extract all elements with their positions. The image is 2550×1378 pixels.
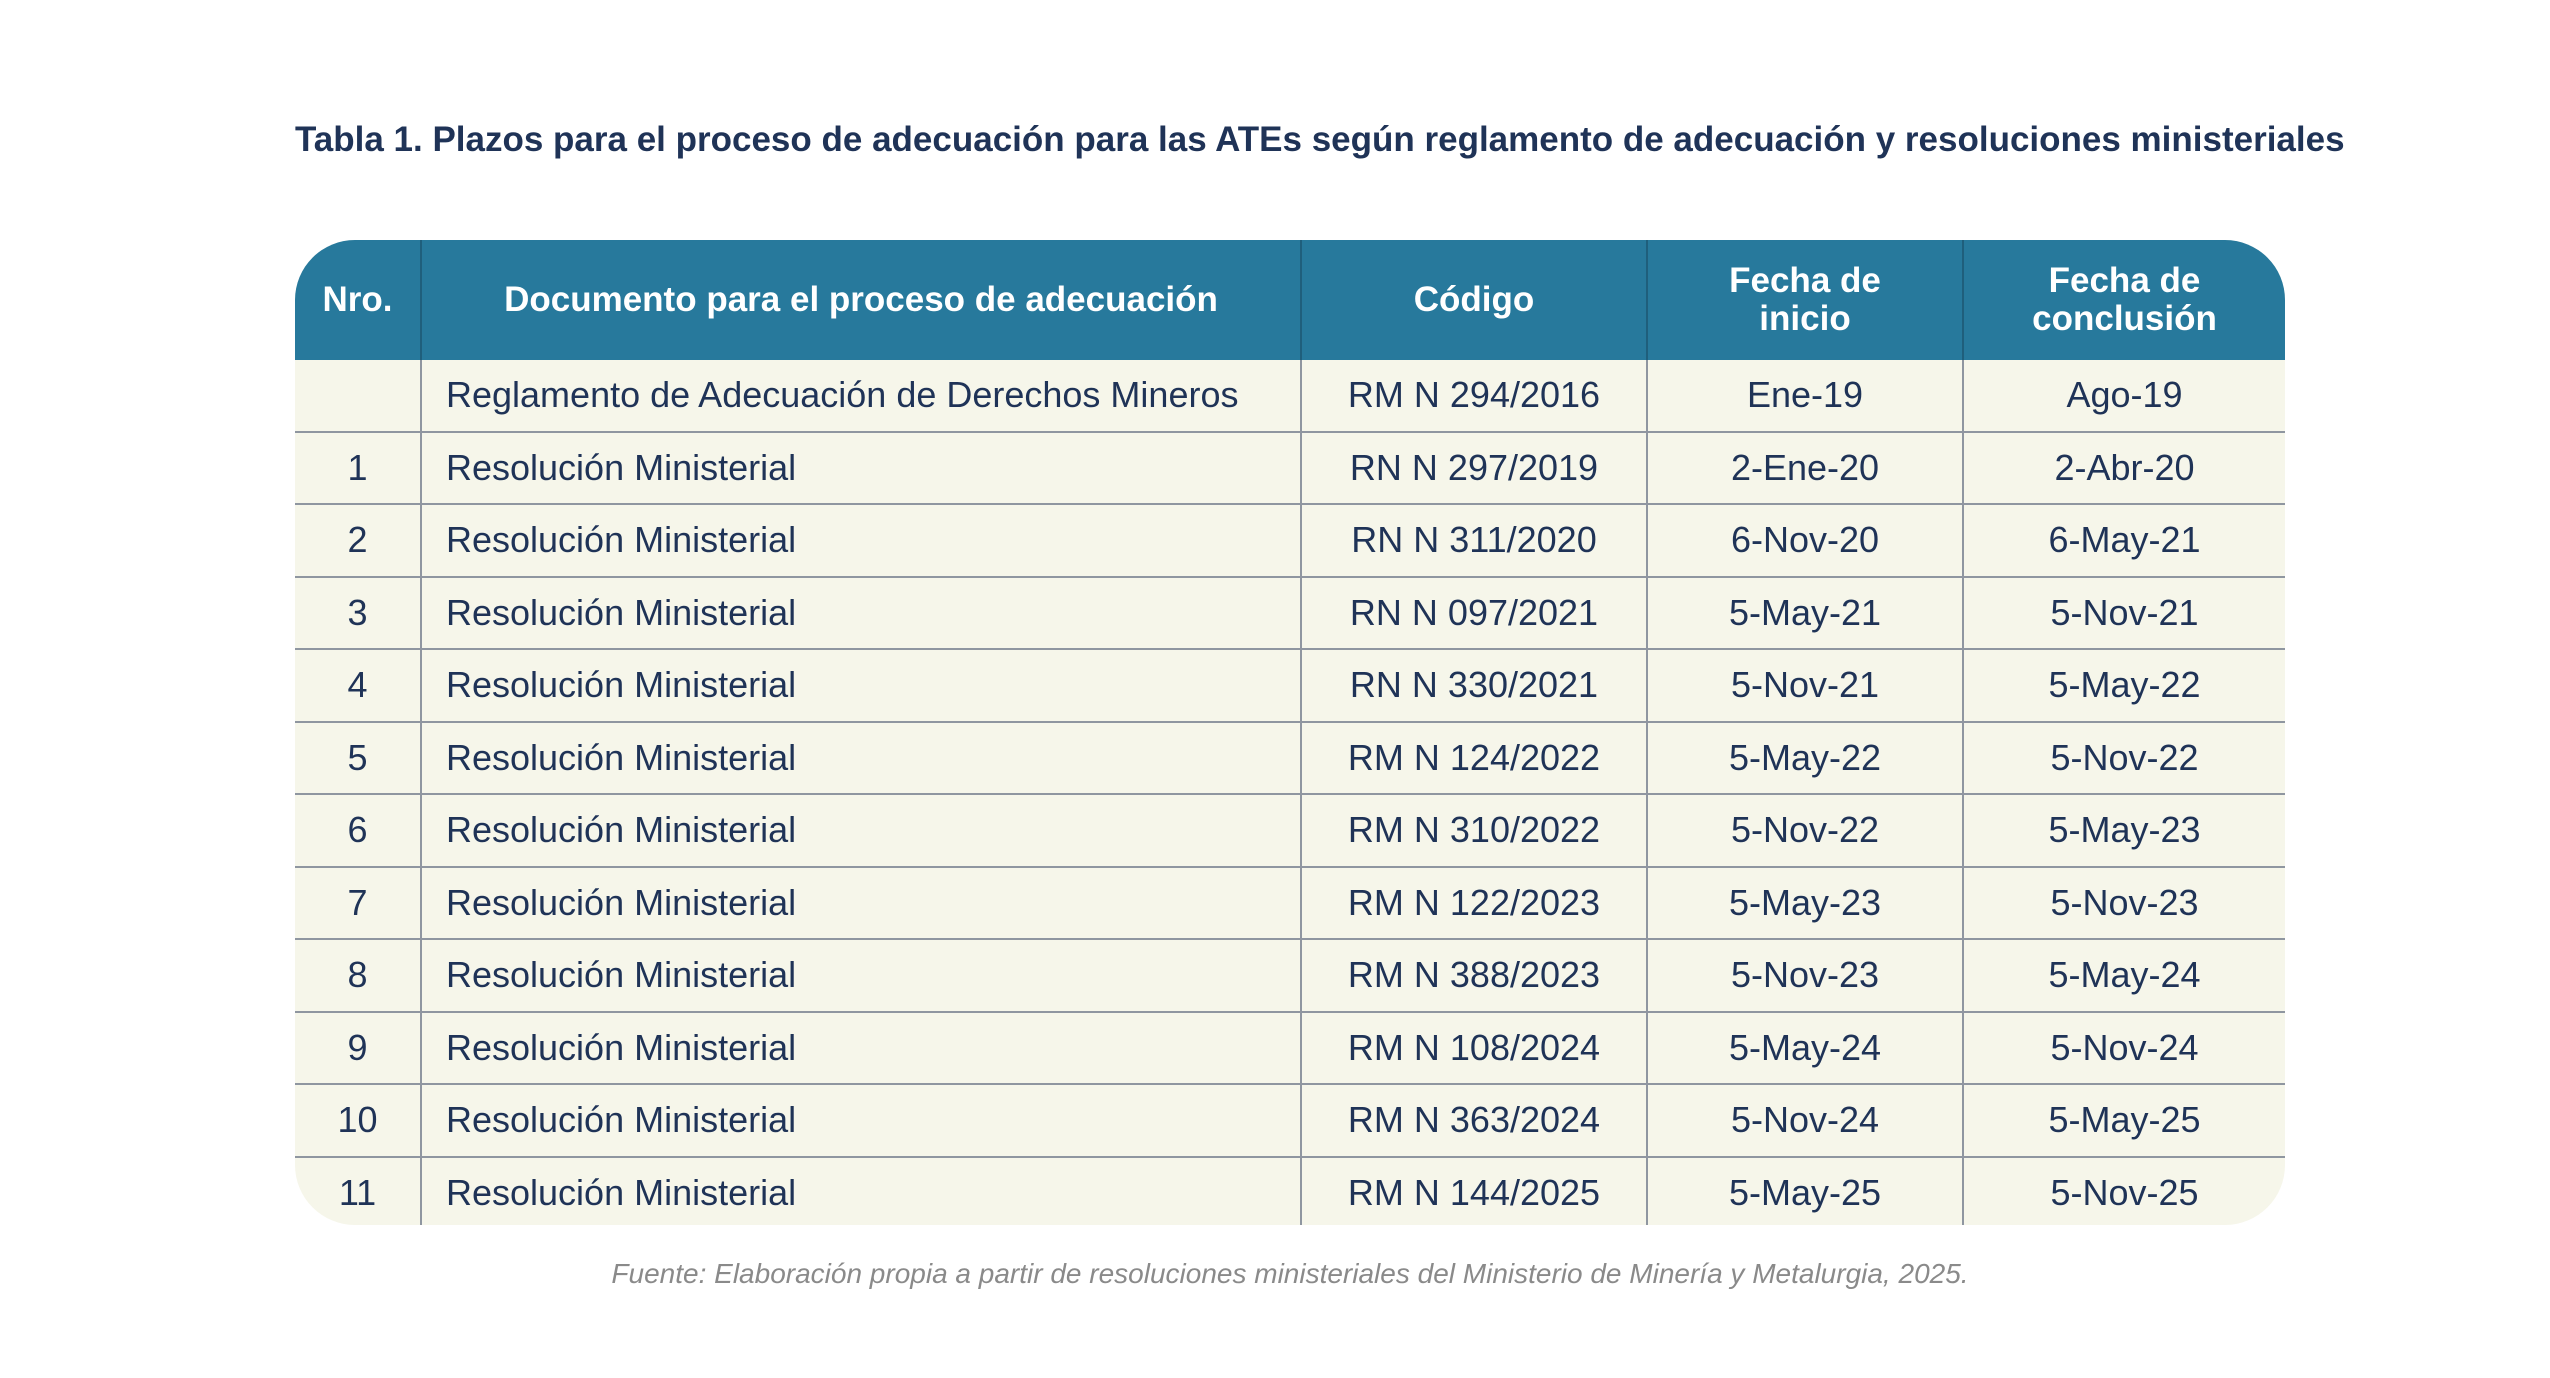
- cell-fecha-inicio: 6-Nov-20: [1647, 504, 1963, 577]
- table-row: [295, 867, 2285, 940]
- cell-nro: 10: [295, 1084, 421, 1157]
- cell-fecha-inicio: 5-May-23: [1647, 867, 1963, 940]
- cell-documento: Resolución Ministerial: [421, 1157, 1301, 1226]
- header-fecha-conclusion-line1: Fecha de: [2048, 261, 2201, 300]
- header-nro: Nro.: [295, 240, 421, 360]
- cell-fecha-inicio: 5-Nov-22: [1647, 794, 1963, 867]
- cell-fecha-conclusion: 5-May-22: [1963, 649, 2285, 722]
- cell-fecha-inicio: 5-May-25: [1647, 1157, 1963, 1226]
- cell-documento: Resolución Ministerial: [421, 722, 1301, 795]
- cell-documento: Resolución Ministerial: [421, 432, 1301, 505]
- cell-codigo: RN N 311/2020: [1301, 504, 1647, 577]
- header-documento: Documento para el proceso de adecuación: [421, 240, 1301, 360]
- header-codigo: Código: [1301, 240, 1647, 360]
- cell-fecha-inicio: 5-Nov-24: [1647, 1084, 1963, 1157]
- cell-fecha-inicio: 5-May-21: [1647, 577, 1963, 650]
- cell-codigo: RM N 122/2023: [1301, 867, 1647, 940]
- table-title: Tabla 1. Plazos para el proceso de adecuación para las ATEs según reglamento de adecuación y resoluciones ministeriales: [295, 120, 2345, 159]
- table-row: [295, 360, 2285, 432]
- cell-documento: Resolución Ministerial: [421, 794, 1301, 867]
- cell-fecha-conclusion: 5-May-23: [1963, 794, 2285, 867]
- cell-codigo: RM N 108/2024: [1301, 1012, 1647, 1085]
- cell-fecha-conclusion: 5-Nov-25: [1963, 1157, 2285, 1226]
- cell-nro: 6: [295, 794, 421, 867]
- table-row: [295, 432, 2285, 505]
- table-row: [295, 722, 2285, 795]
- table-body: [295, 360, 2285, 1225]
- cell-documento: Resolución Ministerial: [421, 939, 1301, 1012]
- cell-fecha-inicio: 5-Nov-21: [1647, 649, 1963, 722]
- cell-nro: 4: [295, 649, 421, 722]
- table-row: [295, 504, 2285, 577]
- source-note: Fuente: Elaboración propia a partir de resoluciones ministeriales del Ministerio de Minería y Metalurgia, 2025.: [611, 1258, 1969, 1289]
- table-row: [295, 649, 2285, 722]
- cell-fecha-conclusion: 2-Abr-20: [1963, 432, 2285, 505]
- header-fecha-inicio-line2: inicio: [1759, 299, 1851, 338]
- table-row: [295, 1012, 2285, 1085]
- cell-documento: Resolución Ministerial: [421, 867, 1301, 940]
- cell-nro: 5: [295, 722, 421, 795]
- cell-fecha-inicio: 2-Ene-20: [1647, 432, 1963, 505]
- cell-nro: 2: [295, 504, 421, 577]
- cell-nro: 9: [295, 1012, 421, 1085]
- cell-codigo: RM N 124/2022: [1301, 722, 1647, 795]
- cell-nro: 11: [295, 1157, 421, 1226]
- cell-codigo: RN N 097/2021: [1301, 577, 1647, 650]
- table-row: [295, 939, 2285, 1012]
- deadlines-table: [295, 240, 2285, 1225]
- cell-documento: Resolución Ministerial: [421, 504, 1301, 577]
- cell-fecha-inicio: 5-May-24: [1647, 1012, 1963, 1085]
- cell-codigo: RN N 297/2019: [1301, 432, 1647, 505]
- cell-fecha-conclusion: 6-May-21: [1963, 504, 2285, 577]
- cell-fecha-inicio: Ene-19: [1647, 360, 1963, 432]
- cell-nro: 3: [295, 577, 421, 650]
- table-row: [295, 1084, 2285, 1157]
- cell-codigo: RM N 144/2025: [1301, 1157, 1647, 1226]
- header-row: [295, 240, 2285, 360]
- cell-documento: Reglamento de Adecuación de Derechos Mineros: [421, 360, 1301, 432]
- cell-nro: 1: [295, 432, 421, 505]
- cell-nro: 8: [295, 939, 421, 1012]
- header-fecha-conclusion: [1963, 240, 2285, 360]
- cell-documento: Resolución Ministerial: [421, 577, 1301, 650]
- cell-fecha-conclusion: 5-Nov-23: [1963, 867, 2285, 940]
- cell-codigo: RM N 310/2022: [1301, 794, 1647, 867]
- header-fecha-inicio: [1647, 240, 1963, 360]
- cell-fecha-inicio: 5-Nov-23: [1647, 939, 1963, 1012]
- cell-documento: Resolución Ministerial: [421, 1084, 1301, 1157]
- cell-documento: Resolución Ministerial: [421, 649, 1301, 722]
- cell-fecha-conclusion: 5-May-25: [1963, 1084, 2285, 1157]
- table-row: [295, 1157, 2285, 1226]
- header-fecha-inicio-line1: Fecha de: [1729, 261, 1881, 300]
- cell-fecha-conclusion: 5-Nov-22: [1963, 722, 2285, 795]
- table-container: [295, 240, 2285, 1225]
- cell-nro: [295, 360, 421, 432]
- cell-codigo: RM N 388/2023: [1301, 939, 1647, 1012]
- cell-codigo: RM N 363/2024: [1301, 1084, 1647, 1157]
- cell-codigo: RN N 330/2021: [1301, 649, 1647, 722]
- cell-codigo: RM N 294/2016: [1301, 360, 1647, 432]
- cell-fecha-conclusion: 5-Nov-21: [1963, 577, 2285, 650]
- cell-fecha-conclusion: 5-Nov-24: [1963, 1012, 2285, 1085]
- cell-nro: 7: [295, 867, 421, 940]
- cell-fecha-conclusion: Ago-19: [1963, 360, 2285, 432]
- cell-fecha-conclusion: 5-May-24: [1963, 939, 2285, 1012]
- header-fecha-conclusion-line2: conclusión: [2032, 299, 2217, 338]
- table-row: [295, 794, 2285, 867]
- cell-documento: Resolución Ministerial: [421, 1012, 1301, 1085]
- table-row: [295, 577, 2285, 650]
- cell-fecha-inicio: 5-May-22: [1647, 722, 1963, 795]
